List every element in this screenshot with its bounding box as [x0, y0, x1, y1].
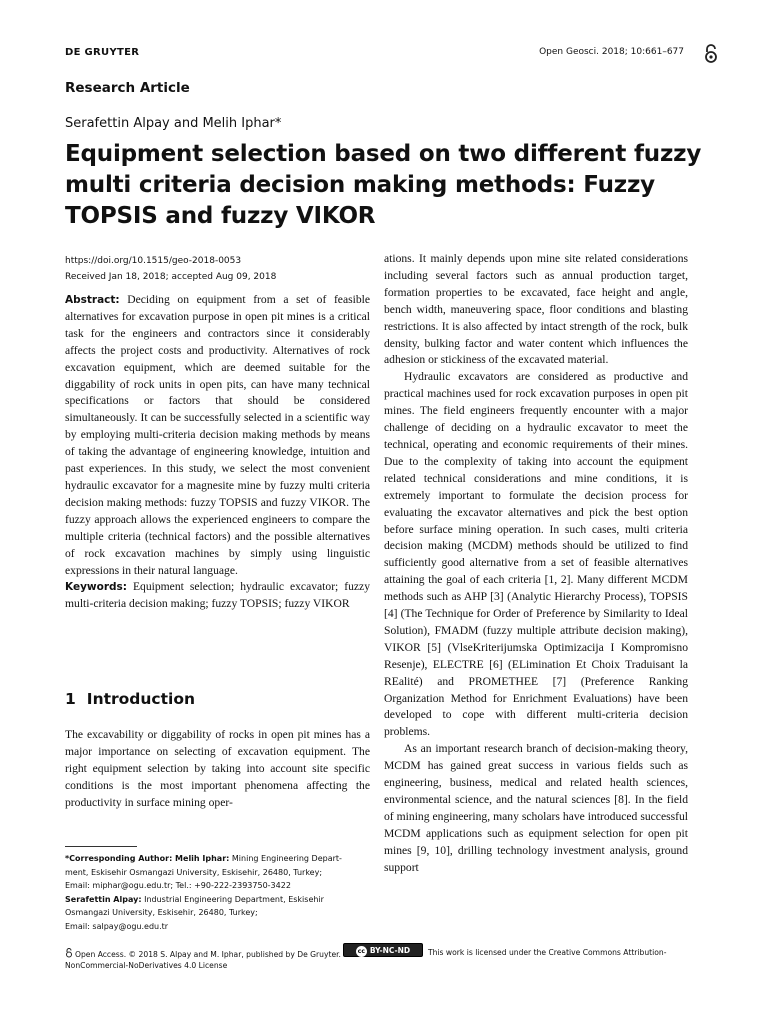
publisher-logo: DE GRUYTER: [65, 47, 140, 58]
cc-license-badge[interactable]: [343, 943, 423, 957]
corresponding-author-label: *Corresponding Author: Melih Iphar:: [65, 854, 230, 863]
footnote-text: Industrial Engineering Department, Eskisehir: [141, 894, 324, 904]
footnote-line: [65, 893, 375, 907]
intro-right-column: [384, 251, 688, 877]
author-list: Serafettin Alpay and Melih Iphar*: [65, 116, 282, 131]
journal-citation: Open Geosci. 2018; 10:661–677: [539, 47, 684, 57]
received-accepted-dates: Received Jan 18, 2018; accepted Aug 09, 2018: [65, 272, 277, 282]
intro-paragraph-3: As an important research branch of decision-making theory, MCDM has gained great success in various fields such as engineering, business, medical and related health sciences, environmental science, and the natural sciences [8]. In the field of mining engineering, many scholars have introduced successful MCDM applications such as equipment selection for open pit mines [9, 10], drilling technology investment analysis, ground support: [384, 742, 688, 874]
section-number: 1: [65, 690, 76, 708]
keywords-paragraph: [65, 579, 370, 613]
open-access-icon: [704, 44, 718, 64]
footnote-line: Email: miphar@ogu.edu.tr; Tel.: +90-222-2393750-3422: [65, 881, 291, 891]
second-author-label: Serafettin Alpay:: [65, 894, 142, 904]
footnote-line: Osmangazi University, Eskisehir, 26480, Turkey;: [65, 908, 258, 918]
section-title: Introduction: [86, 690, 196, 708]
intro-paragraph-2: Hydraulic excavators are considered as productive and practical machines used for rock excavation purposes in open pit mines. The field engineers frequently encounter with a major challenge of deciding on a hydraulic excavator to meet the technical, operating and economic requirements of their mines. Due to the complexity of taking into account the equipment related technical considerations and mine conditions, it is extremely important to formulate the decision process for evaluating the excavator alternatives and pick the best option before surface mining operation. In such cases, multi criteria decision making (MCDM) methods should be utilized to find sufficiently good alternative from a set of feasible alternatives attaining the goal of each criteria [1, 2]. Many different MCDM methods such as AHP [3] (Analytic Hierarchy Process), TOPSIS [4] (The Technique for Order of Preference by Similarity to Ideal Solution), FMADM (fuzzy multiple attribute decision making), VIKOR [5] (VlseKriterijumska Optimizacija I Kompromisno Resenje), ELECTRE [6] (ELimination Et Choix Traduisant la REalité) and PROMETHEE [7] (Preference Ranking Organization Method for Enrichment Evaluations) have been developed to cope with different multi-criteria decision problems.: [384, 370, 688, 739]
footnote-line: [65, 852, 375, 866]
abstract-label: Abstract:: [65, 294, 120, 306]
author-footnotes: [65, 852, 375, 934]
article-title: Equipment selection based on two different fuzzy multi criteria decision making methods: Fuzzy TOPSIS and fuzzy VIKOR: [65, 141, 702, 229]
license-right-text: This work is licensed under the Creative Commons Attribution-: [428, 948, 667, 957]
keywords-label: Keywords:: [65, 581, 127, 594]
intro-left-column: [65, 727, 370, 812]
intro-paragraph-1-end: ations. It mainly depends upon mine site related considerations including several factors such as annual production target, formation properties to be excavated, face height and angle, bench width, maneuvering space, floor conditions and blasting restrictions. It is also affected by intact strength of the rock, bulk density, bulking factor and water content which influences the adhesion or stickiness of the excavated material.: [384, 252, 688, 367]
doi-link[interactable]: https://doi.org/10.1515/geo-2018-0053: [65, 256, 242, 266]
abstract-paragraph: [65, 292, 370, 579]
open-access-small-icon: [65, 948, 73, 958]
keywords-text: Equipment selection; hydraulic excavator; fuzzy multi-criteria decision making; fuzzy TOPSIS; fuzzy VIKOR: [65, 580, 370, 611]
section-heading-introduction: [65, 690, 195, 708]
footnote-line: Email: salpay@ogu.edu.tr: [65, 921, 169, 931]
license-left-text: Open Access. © 2018 S. Alpay and M. Iphar, published by De Gruyter.: [75, 950, 341, 959]
footnote-line: ment, Eskisehir Osmangazi University, Eskisehir, 26480, Turkey;: [65, 867, 323, 877]
cc-icon: cc: [357, 948, 365, 955]
footnote-divider: [65, 846, 137, 847]
intro-paragraph-1-start: The excavability or diggability of rocks in open pit mines has a major importance on selecting of excavation equipment. The right equipment selection by taking into account site specific conditions is the most important phenomena affecting the productivity in surface mining oper-: [65, 728, 370, 809]
cc-badge-label: BY-NC-ND: [369, 946, 411, 955]
abstract-text: Deciding on equipment from a set of feasible alternatives for excavation purpose in open pit mines is a critical task for the engineers and contractors since it considerably affects the project costs and productivity. Alternatives of rock excavation equipment, which are deemed suitable for the diggability of rock units in open pits, can have many technical specifications or factors that should be considered simultaneously. It can be successfully selected in a scientific way by employing multi-criteria decision making methods by means of taking the advantage of engineering knowledge, intuition and past experiences. In this study, we select the most convenient hydraulic excavator for a magnesite mine by fuzzy multi criteria decision making methods: fuzzy TOPSIS and fuzzy VIKOR. The fuzzy approach allows the experienced engineers to compare the multiple criteria (technical factors) and the possible alternatives of rock excavation machines by simply using linguistic expressions in their natural language.: [65, 293, 370, 577]
article-meta: [65, 253, 276, 285]
license-second-line: NonCommercial-NoDerivatives 4.0 License: [65, 961, 228, 970]
abstract-section: [65, 292, 370, 613]
article-type-label: Research Article: [65, 80, 190, 96]
footnote-text: Mining Engineering Depart-: [229, 854, 342, 863]
